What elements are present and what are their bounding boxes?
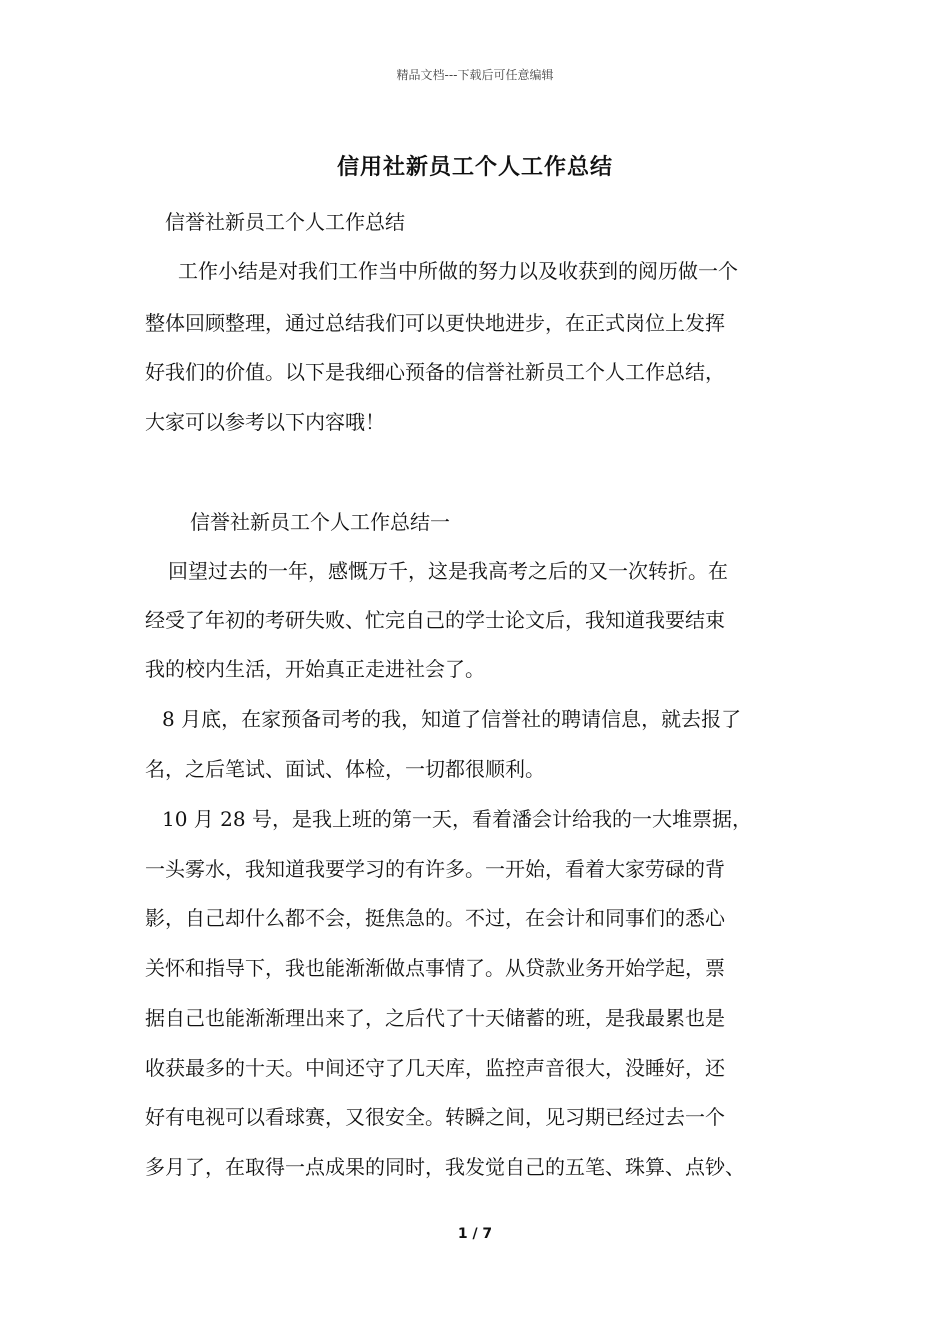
paragraph-line: 一头雾水，我知道我要学习的有许多。一开始，看着大家劳碌的背 [145, 857, 725, 881]
paragraph-line: 名，之后笔试、面试、体检，一切都很顺利。 [145, 757, 545, 781]
paragraph-line: 好我们的价值。以下是我细心预备的信誉社新员工个人工作总结， [145, 360, 725, 384]
subtitle-line: 信誉社新员工个人工作总结 [165, 210, 405, 234]
paragraph-line: 据自己也能渐渐理出来了，之后代了十天储蓄的班，是我最累也是 [145, 1006, 725, 1030]
paragraph-line: 大家可以参考以下内容哦！ [145, 410, 385, 434]
paragraph-line: 经受了年初的考研失败、忙完自己的学士论文后，我知道我要结束 [145, 608, 725, 632]
paragraph-line: 10 月 28 号，是我上班的第一天，看着潘会计给我的一大堆票据， [162, 807, 752, 831]
paragraph-line: 8 月底，在家预备司考的我，知道了信誉社的聘请信息，就去报了 [162, 707, 742, 731]
page-header-note: 精品文档---下载后可任意编辑 [396, 68, 554, 82]
paragraph-line: 回望过去的一年，感慨万千，这是我高考之后的又一次转折。在 [168, 559, 728, 583]
section-heading: 信誉社新员工个人工作总结一 [190, 510, 450, 534]
page-number: 1 / 7 [457, 1226, 493, 1242]
paragraph-line: 工作小结是对我们工作当中所做的努力以及收获到的阅历做一个 [178, 259, 738, 283]
paragraph-line: 影，自己却什么都不会，挺焦急的。不过，在会计和同事们的悉心 [145, 906, 725, 930]
paragraph-line: 收获最多的十天。中间还守了几天库，监控声音很大，没睡好，还 [145, 1056, 725, 1080]
document-title: 信用社新员工个人工作总结 [336, 154, 613, 180]
paragraph-line: 多月了，在取得一点成果的同时，我发觉自己的五笔、珠算、点钞、 [145, 1155, 745, 1179]
paragraph-line: 关怀和指导下，我也能渐渐做点事情了。从贷款业务开始学起，票 [145, 956, 725, 980]
paragraph-line: 整体回顾整理，通过总结我们可以更快地进步，在正式岗位上发挥 [145, 311, 725, 335]
paragraph-line: 好有电视可以看球赛，又很安全。转瞬之间，见习期已经过去一个 [145, 1105, 725, 1129]
paragraph-line: 我的校内生活，开始真正走进社会了。 [145, 657, 485, 681]
